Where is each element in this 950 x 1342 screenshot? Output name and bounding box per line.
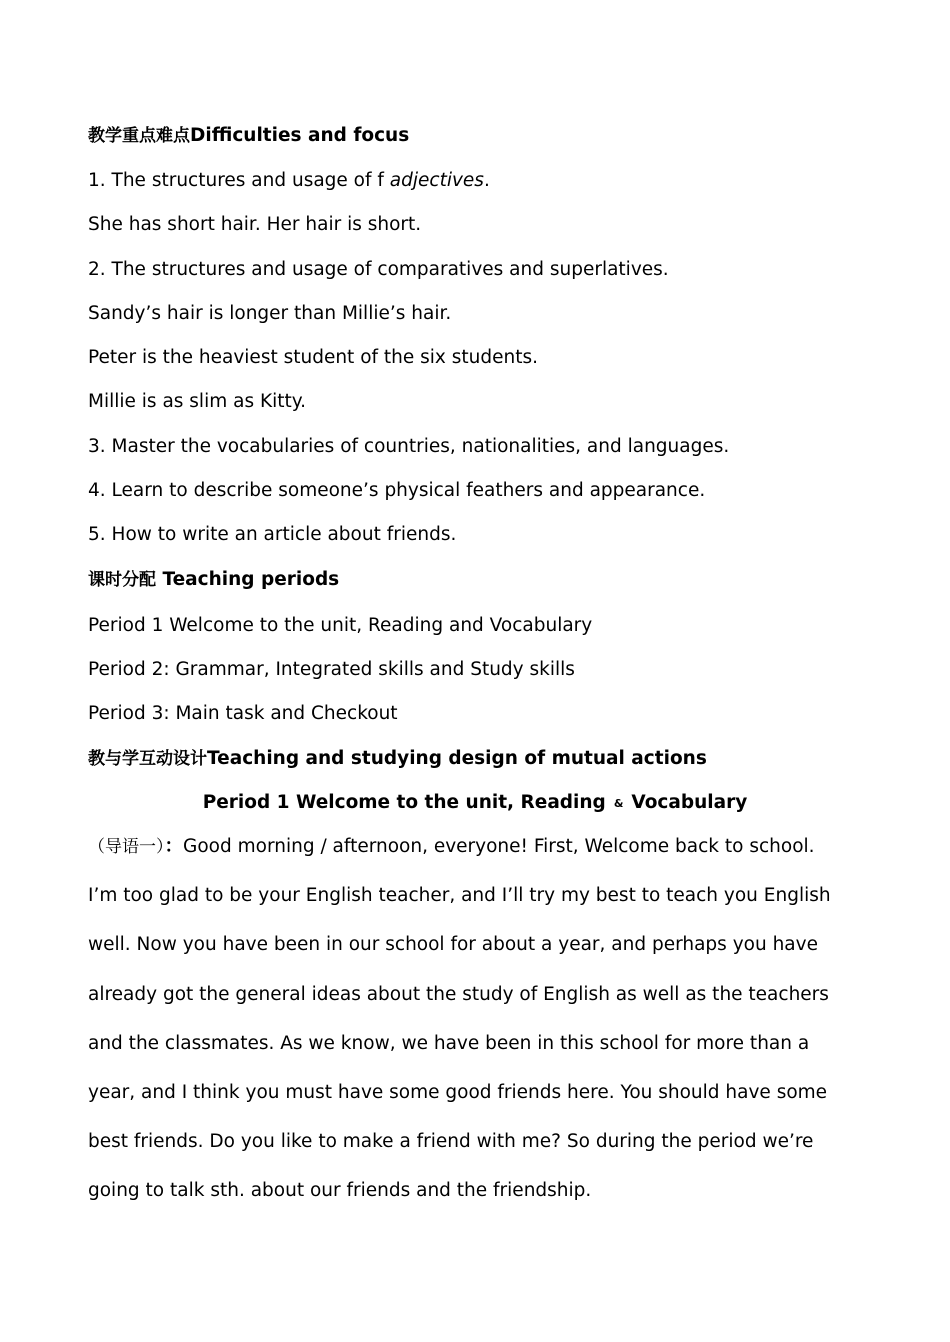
- example-2a: Sandy’s hair is longer than Millie’s hair.: [88, 303, 452, 324]
- periods-heading-zh: 课时分配: [88, 570, 156, 590]
- difficulty-item-1-suffix: .: [483, 170, 490, 191]
- intro-line-4: already got the general ideas about the study of English as well as the teachers: [88, 984, 829, 1005]
- period-3: Period 3: Main task and Checkout: [88, 703, 398, 724]
- difficulty-item-3: 3. Master the vocabularies of countries, nationalities, and languages.: [88, 436, 730, 457]
- intro-line-3: well. Now you have been in our school for about a year, and perhaps you have: [88, 934, 818, 955]
- intro-line-2: I’m too glad to be your English teacher, and I’ll try my best to teach you English: [88, 885, 831, 906]
- design-heading-en: Teaching and studying design of mutual actions: [207, 748, 707, 769]
- example-2b: Peter is the heaviest student of the six students.: [88, 347, 538, 368]
- difficulty-item-1-text: 1. The structures and usage of f: [88, 170, 390, 191]
- periods-heading: [88, 567, 339, 593]
- example-2c: Millie is as slim as Kitty.: [88, 391, 306, 412]
- design-heading-zh: 教与学互动设计: [88, 749, 207, 769]
- difficulties-heading-zh: 教学重点难点: [88, 126, 190, 146]
- difficulty-item-4: 4. Learn to describe someone’s physical feathers and appearance.: [88, 480, 706, 501]
- difficulties-heading-en: Difficulties and focus: [190, 125, 410, 146]
- intro-line-1: [88, 834, 815, 860]
- intro-label: （导语一）: [88, 837, 165, 857]
- period-1-title: [88, 790, 862, 817]
- ampersand: &: [613, 797, 624, 810]
- intro-colon: ：: [164, 836, 184, 857]
- difficulties-heading: [88, 123, 409, 149]
- intro-line-6: year, and I think you must have some good friends here. You should have some: [88, 1082, 828, 1103]
- period-1-title-b: Vocabulary: [631, 792, 748, 813]
- intro-line-7: best friends. Do you like to make a friend with me? So during the period we’re: [88, 1131, 814, 1152]
- intro-text: Good morning / afternoon, everyone! First, Welcome back to school.: [183, 836, 815, 857]
- intro-line-5: and the classmates. As we know, we have been in this school for more than a: [88, 1033, 810, 1054]
- difficulty-item-1: [88, 168, 490, 194]
- difficulty-item-5: 5. How to write an article about friends.: [88, 524, 457, 545]
- period-1: Period 1 Welcome to the unit, Reading and Vocabulary: [88, 615, 593, 636]
- period-1-title-a: Period 1 Welcome to the unit, Reading: [202, 792, 606, 813]
- intro-line-8: going to talk sth. about our friends and the friendship.: [88, 1180, 592, 1201]
- example-1: She has short hair. Her hair is short.: [88, 214, 422, 235]
- design-heading: [88, 746, 707, 772]
- difficulty-item-1-italic: adjectives: [389, 170, 484, 191]
- periods-heading-en: Teaching periods: [162, 569, 340, 590]
- difficulty-item-2: 2. The structures and usage of comparatives and superlatives.: [88, 259, 669, 280]
- period-2: Period 2: Grammar, Integrated skills and Study skills: [88, 659, 575, 680]
